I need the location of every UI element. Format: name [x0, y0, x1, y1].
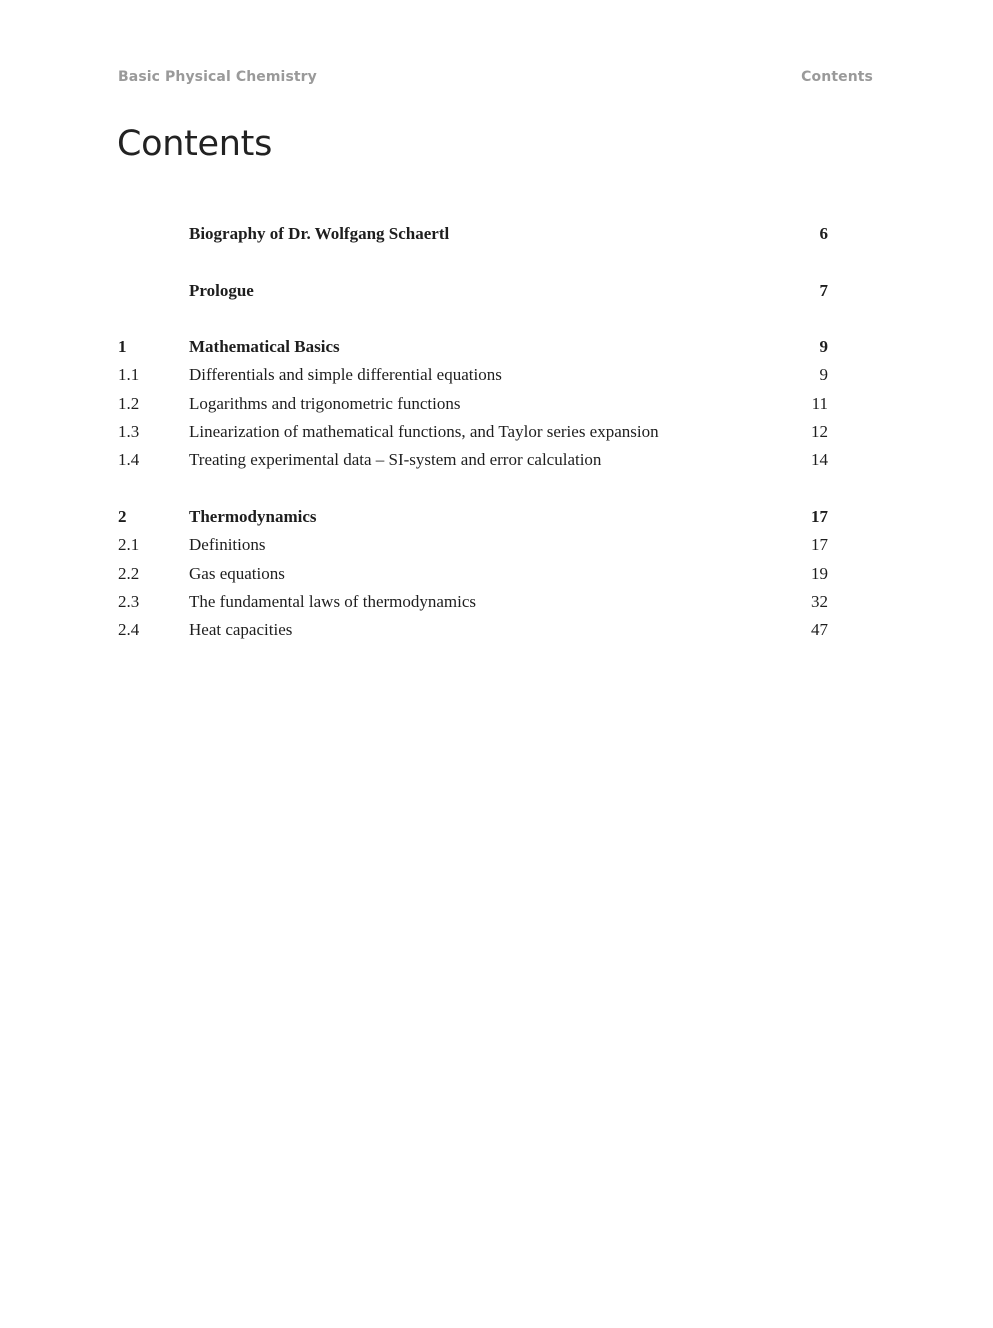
toc-entry-title[interactable]: The fundamental laws of thermodynamics: [189, 592, 477, 611]
toc-entry-number: 2.4: [118, 620, 140, 639]
toc-entry[interactable]: [118, 562, 828, 586]
toc-entry[interactable]: [118, 363, 828, 387]
toc-entry[interactable]: [118, 448, 828, 472]
toc-entry-page-number: 17: [811, 535, 828, 554]
toc-entry-page-number: 19: [811, 564, 828, 583]
toc-entry-title[interactable]: Biography of Dr. Wolfgang Schaertl: [189, 224, 450, 243]
page-title: Contents: [117, 124, 273, 164]
toc-entry-title[interactable]: Logarithms and trigonometric functions: [189, 394, 461, 413]
toc-entry-page-number: 9: [819, 337, 828, 356]
toc-entry-number: 2.2: [118, 564, 140, 583]
toc-entry-number: 1.4: [118, 450, 140, 469]
toc-entry-title[interactable]: Differentials and simple differential equations: [189, 365, 502, 384]
toc-entry-page-number: 14: [811, 450, 828, 469]
toc-entry[interactable]: [118, 222, 828, 246]
toc-entry[interactable]: [118, 392, 828, 416]
toc-entry-title[interactable]: Heat capacities: [189, 620, 293, 639]
toc-entry-number: 1: [118, 337, 127, 356]
toc-entry-title[interactable]: Thermodynamics: [189, 507, 317, 526]
running-header-book-title: Basic Physical Chemistry: [118, 69, 317, 85]
toc-entry-title[interactable]: Definitions: [189, 535, 266, 554]
toc-entry-title[interactable]: Linearization of mathematical functions, and Taylor series expansion: [189, 422, 659, 441]
toc-entry-title[interactable]: Mathematical Basics: [189, 337, 340, 356]
toc-entry[interactable]: [118, 505, 828, 529]
toc-entry-number: 2.1: [118, 535, 140, 554]
toc-entry-page-number: 11: [811, 394, 828, 413]
toc-entry-title[interactable]: Treating experimental data – SI-system and error calculation: [189, 450, 602, 469]
toc-entry-number: 2: [118, 507, 127, 526]
toc-entry[interactable]: [118, 533, 828, 557]
toc-entry[interactable]: [118, 590, 828, 614]
toc-entry-page-number: 9: [819, 365, 828, 384]
toc-entry-page-number: 6: [819, 224, 828, 243]
toc-entry-number: 1.1: [118, 365, 140, 384]
running-header-section: Contents: [801, 69, 873, 85]
toc-entry-title[interactable]: Gas equations: [189, 564, 285, 583]
toc-entry-page-number: 7: [819, 281, 828, 300]
toc-entry-page-number: 47: [811, 620, 828, 639]
toc-entry-number: 1.3: [118, 422, 140, 441]
toc-entry-page-number: 12: [811, 422, 828, 441]
toc-entry[interactable]: [118, 618, 828, 642]
toc-entry[interactable]: [118, 335, 828, 359]
toc-entry[interactable]: [118, 420, 828, 444]
toc-entry-number: 1.2: [118, 394, 140, 413]
toc-entry-number: 2.3: [118, 592, 140, 611]
toc-entry-title[interactable]: Prologue: [189, 281, 254, 300]
toc-entry-page-number: 17: [811, 507, 828, 526]
toc-entry-page-number: 32: [811, 592, 828, 611]
toc-entry[interactable]: [118, 279, 828, 303]
